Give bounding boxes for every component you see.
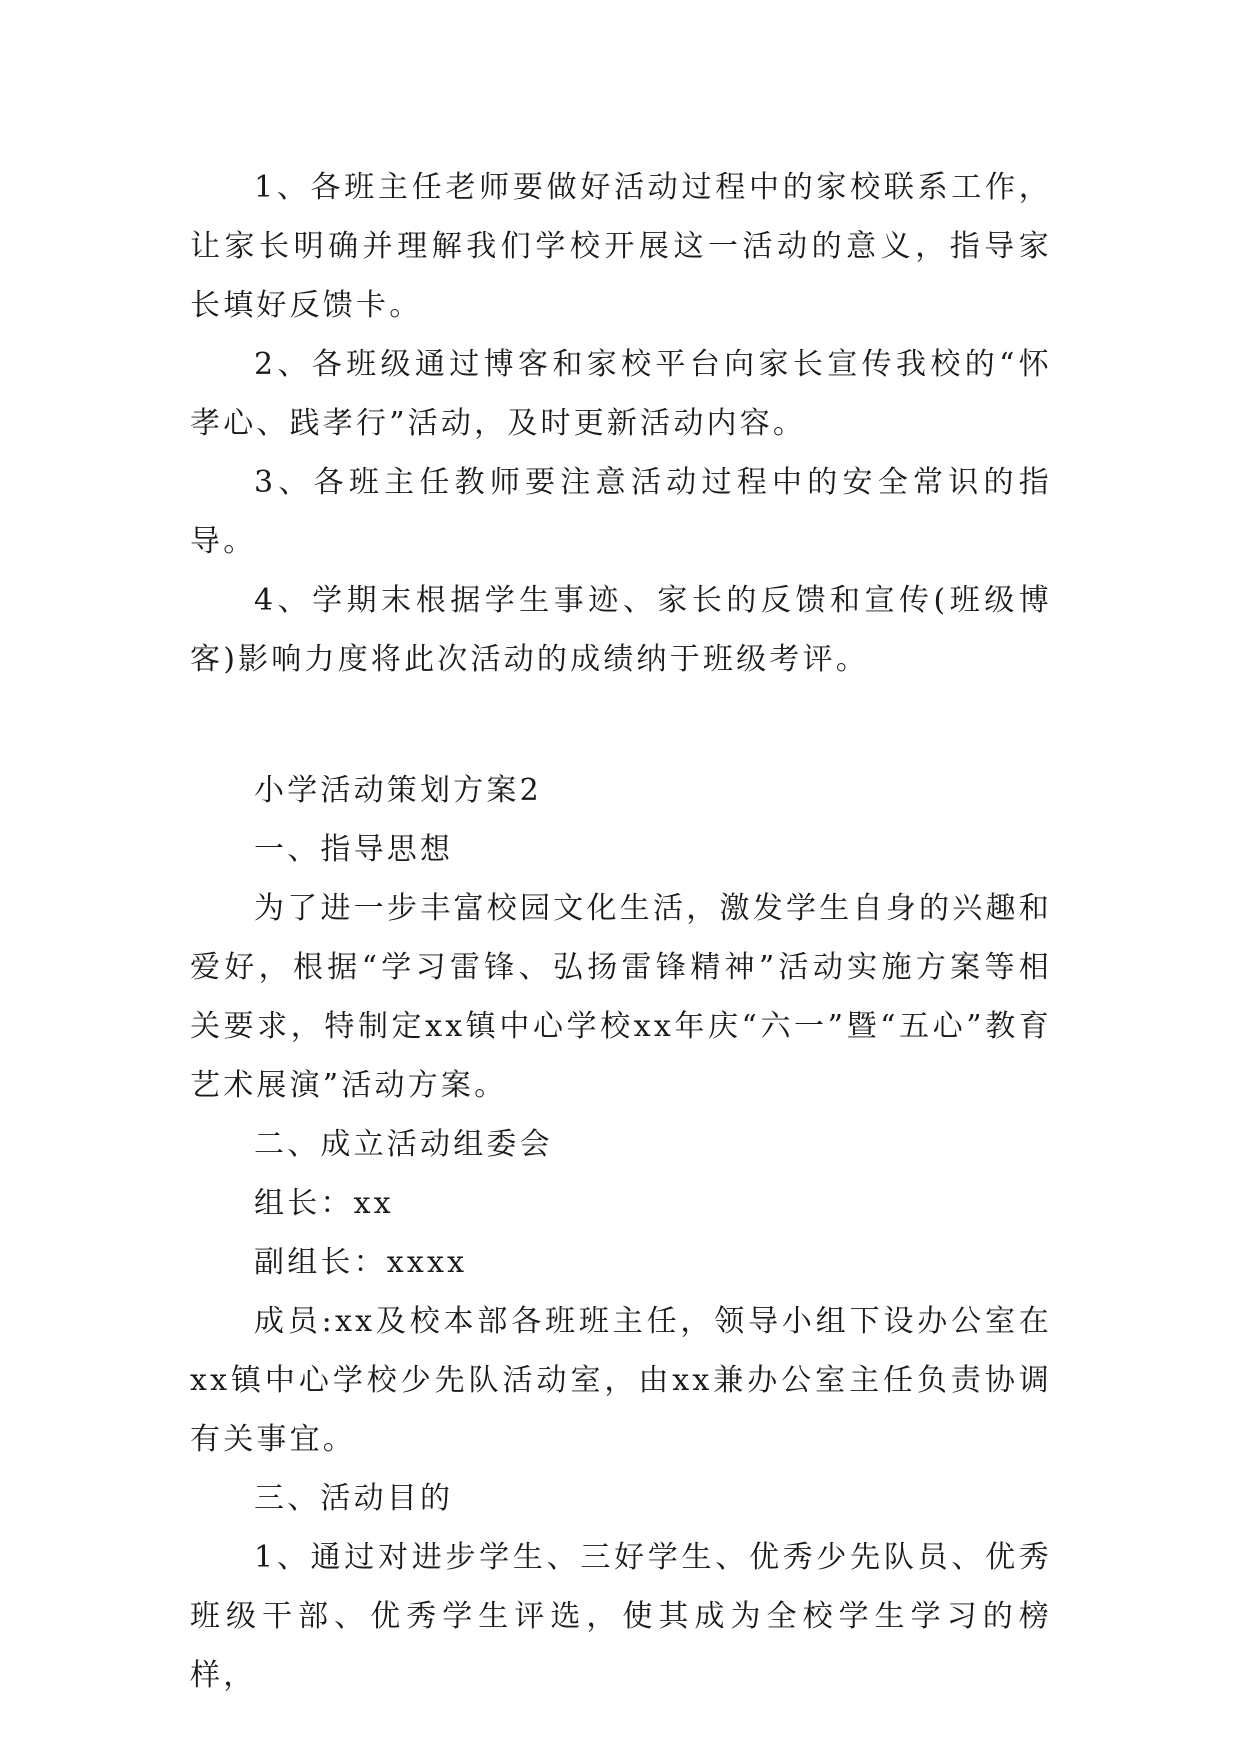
section-gap [190, 689, 1052, 761]
committee-leader: 组长：xx [254, 1186, 394, 1221]
paragraph-purpose-1: 1、通过对进步学生、三好学生、优秀少先队员、优秀班级干部、优秀学生评选，使其成为全校学生学习的榜样， [190, 1540, 1052, 1693]
paragraph-publicity: 2、各班级通过博客和家校平台向家长宣传我校的“怀孝心、践孝行”活动，及时更新活动内容。 [190, 347, 1052, 441]
paragraph-contact-parents: 1、各班主任老师要做好活动过程中的家校联系工作，让家长明确并理解我们学校开展这一活动的意义，指导家长填好反馈卡。 [190, 170, 1052, 323]
section-title: 小学活动策划方案2 [254, 773, 542, 808]
paragraph-safety: 3、各班主任教师要注意活动过程中的安全常识的指导。 [190, 465, 1052, 559]
heading-purpose: 三、活动目的 [254, 1481, 454, 1516]
heading-guiding-ideology: 一、指导思想 [254, 832, 454, 867]
paragraph-ideology: 为了进一步丰富校园文化生活，激发学生自身的兴趣和爱好，根据“学习雷锋、弘扬雷锋精神”活动实施方案等相关要求，特制定xx镇中心学校xx年庆“六一”暨“五心”教育艺术展演”活动方案。 [190, 891, 1052, 1103]
paragraph-evaluation: 4、学期末根据学生事迹、家长的反馈和宣传(班级博客)影响力度将此次活动的成绩纳于班级考评。 [190, 583, 1052, 677]
document-body [190, 158, 1052, 1705]
committee-vice-leader: 副组长：xxxx [254, 1245, 468, 1280]
heading-committee: 二、成立活动组委会 [254, 1127, 553, 1162]
committee-members: 成员:xx及校本部各班班主任，领导小组下设办公室在xx镇中心学校少先队活动室，由xx兼办公室主任负责协调有关事宜。 [190, 1304, 1052, 1457]
